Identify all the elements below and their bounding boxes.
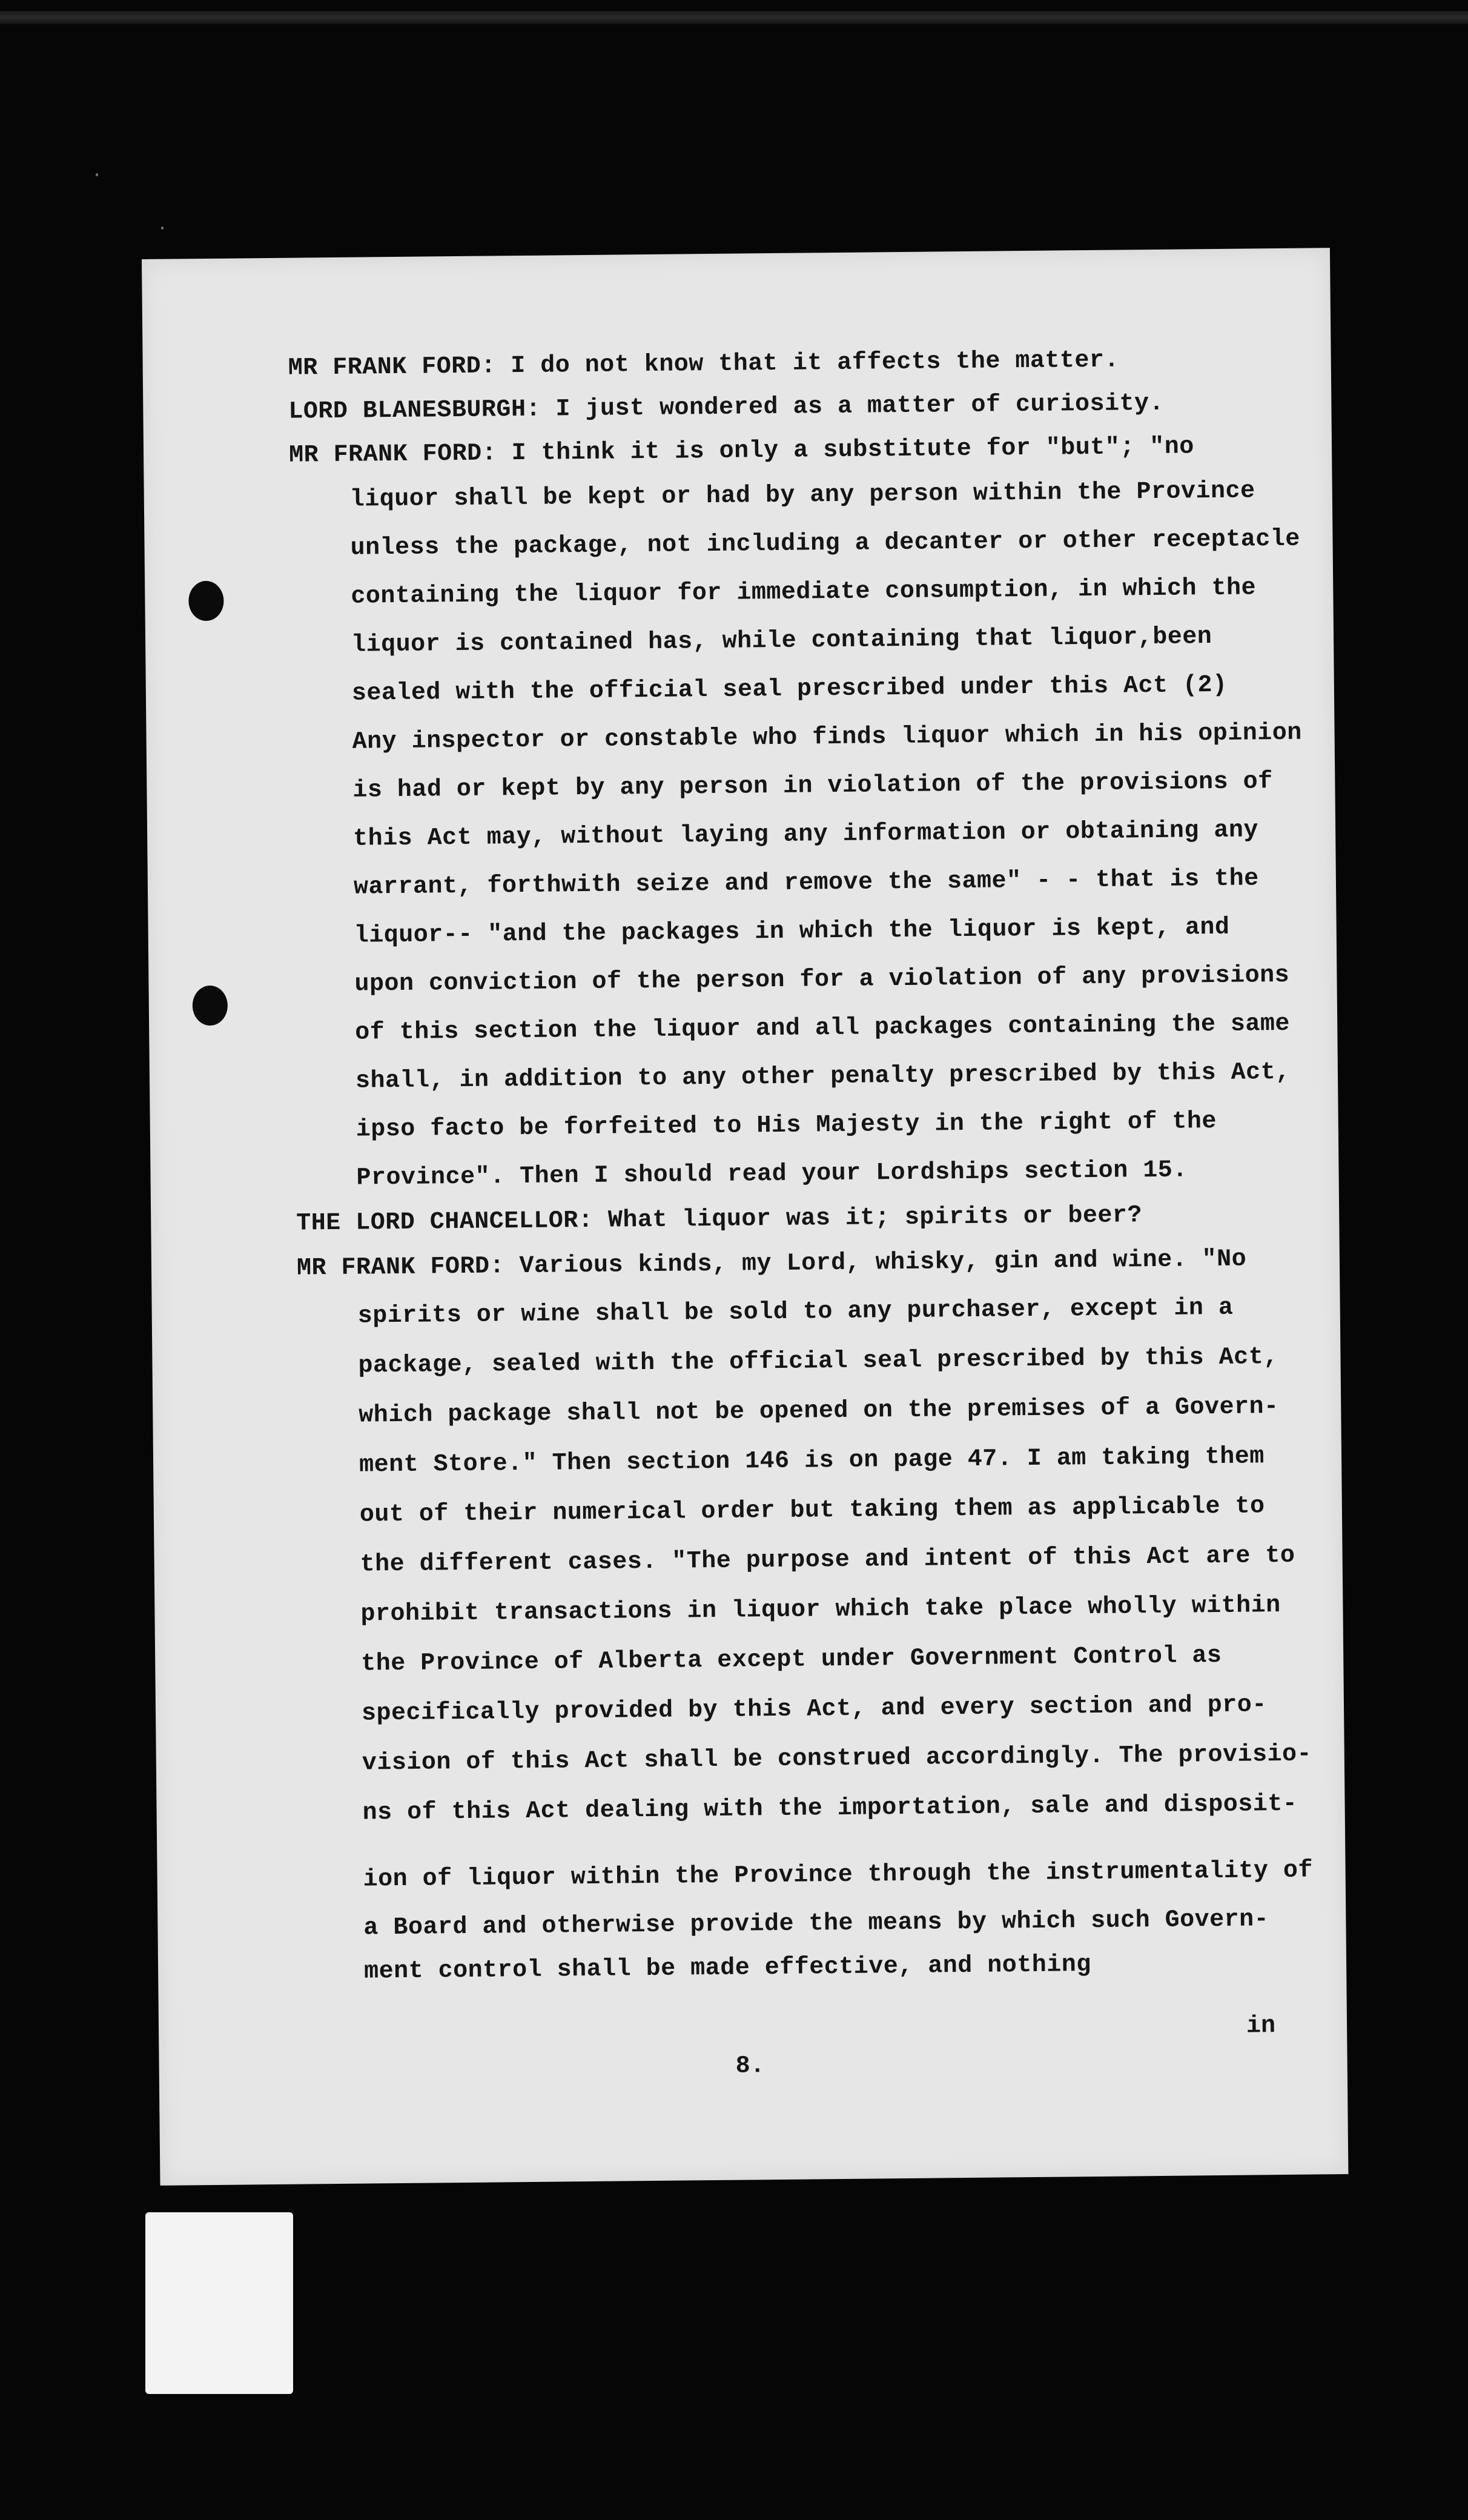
document-page [142, 248, 1348, 2186]
blank-target-card [145, 2212, 293, 2394]
text-line: liquor-- "and the packages in which the liquor is kept, and [354, 913, 1230, 950]
punch-hole [193, 986, 228, 1026]
text-line: a Board and otherwise provide the means by which such Govern- [363, 1906, 1269, 1942]
text-line: specifically provided by this Act, and every section and pro- [361, 1691, 1267, 1728]
text-line: which package shall not be opened on the premises of a Govern- [359, 1393, 1279, 1430]
text-line: MR FRANK FORD: Various kinds, my Lord, whisky, gin and wine. "No [296, 1245, 1247, 1282]
page-number: 8. [735, 2052, 765, 2080]
text-line: MR FRANK FORD: I think it is only a substitute for "but"; "no [288, 433, 1195, 469]
text-line: LORD BLANESBURGH: I just wondered as a matter of curiosity. [288, 390, 1165, 426]
text-line: vision of this Act shall be construed accordingly. The provisio- [362, 1740, 1312, 1777]
text-line: spirits or wine shall be sold to any purchaser, except in a [357, 1294, 1234, 1330]
text-line: upon conviction of the person for a violation of any provisions [354, 961, 1290, 998]
text-line: ion of liquor within the Province through the instrumentality of [363, 1857, 1314, 1894]
text-line: prohibit transactions in liquor which take place wholly within [360, 1592, 1281, 1628]
text-line: Province". Then I should read your Lordships section 15. [356, 1156, 1188, 1192]
text-line: containing the liquor for immediate consumption, in which the [351, 574, 1257, 611]
text-line: sealed with the official seal prescribed under this Act (2) [351, 671, 1228, 708]
text-line: ipso facto be forfeited to His Majesty in the right of the [355, 1108, 1217, 1144]
text-line: unless the package, not including a decanter or other receptacle [350, 525, 1300, 562]
text-line: ment control shall be made effective, and nothing [363, 1951, 1092, 1986]
punch-hole [188, 581, 224, 622]
dust-speck [161, 227, 164, 230]
text-line: Any inspector or constable who finds liquor which in his opinion [352, 719, 1303, 756]
text-line: liquor is contained has, while containing that liquor,been [351, 623, 1212, 659]
text-line: MR FRANK FORD: I do not know that it affects the matter. [288, 346, 1120, 382]
text-line: is had or kept by any person in violation of the provisions of [352, 768, 1273, 804]
text-line: liquor shall be kept or had by any person within the Province [349, 477, 1255, 514]
text-line: ment Store." Then section 146 is on page 47. I am taking them [359, 1443, 1265, 1479]
text-line: out of their numerical order but taking them as applicable to [359, 1493, 1265, 1529]
text-line: warrant, forthwith seize and remove the same" - - that is the [353, 865, 1259, 901]
text-line: shall, in addition to any other penalty prescribed by this Act, [355, 1058, 1291, 1095]
text-line: of this section the liquor and all packages containing the same [355, 1010, 1291, 1047]
text-line: THE LORD CHANCELLOR: What liquor was it; spirits or beer? [296, 1202, 1143, 1238]
dust-speck [96, 173, 98, 176]
text-line: the Province of Alberta except under Government Control as [361, 1642, 1222, 1678]
text-line: the different cases. "The purpose and intent of this Act are to [360, 1542, 1295, 1579]
catchword: in [1246, 2012, 1276, 2040]
transcript-text [288, 345, 1318, 1986]
film-edge-strip [0, 11, 1468, 24]
text-line: ns of this Act dealing with the importation, sale and disposit- [362, 1790, 1298, 1827]
text-line: this Act may, without laying any information or obtaining any [352, 817, 1259, 853]
text-line: package, sealed with the official seal prescribed by this Act, [358, 1344, 1278, 1380]
